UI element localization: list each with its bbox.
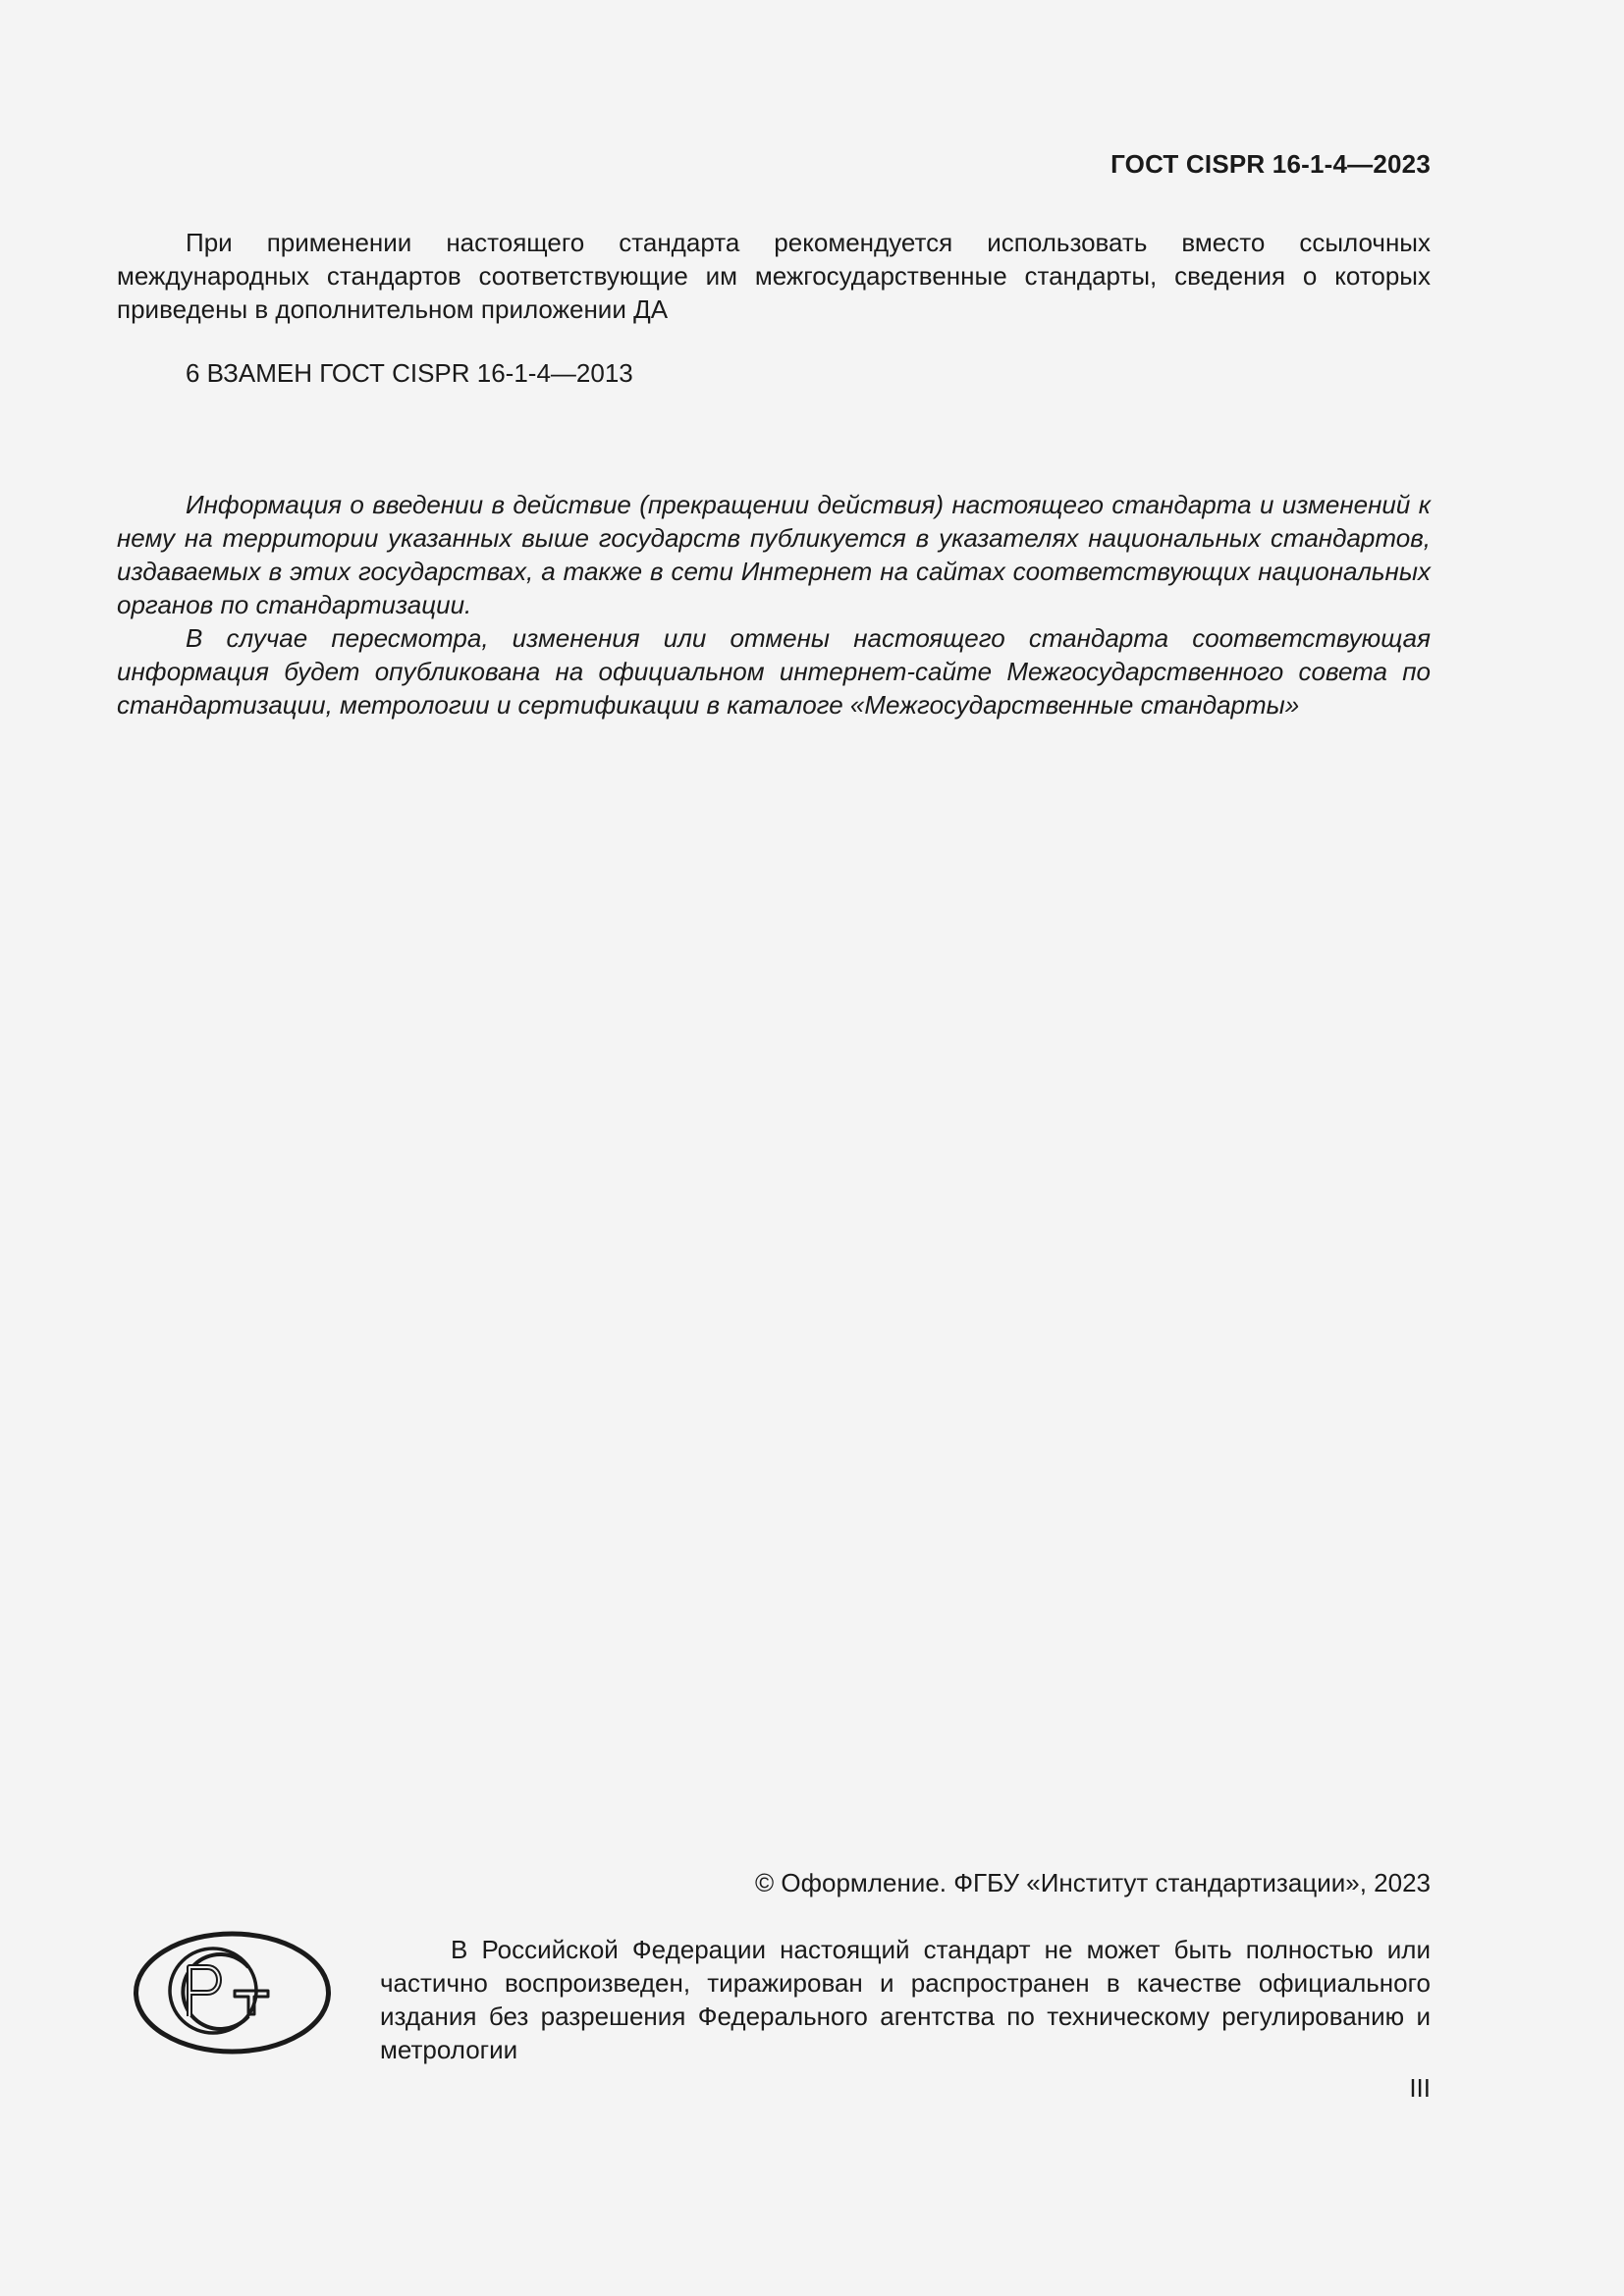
reference-standards-note xyxy=(117,226,1431,326)
item-6-replacement: 6 ВЗАМЕН ГОСТ CISPR 16-1-4—2013 xyxy=(186,358,633,388)
copyright-line: © Оформление. ФГБУ «Институт стандартизации», 2023 xyxy=(755,1868,1431,1897)
rst-certification-mark-icon xyxy=(133,1930,332,2056)
document-code-header: ГОСТ CISPR 16-1-4—2023 xyxy=(1110,149,1431,179)
page-number: III xyxy=(1409,2073,1431,2103)
info-paragraph-publication: Информация о введении в действие (прекращении действия) настоящего стандарта и изменений к нему на территории указанных выше государств публикуется в указателях национальных стандартов, издаваемых в этих государствах, а также в сети Интернет на сайтах соответствующих национальных органов по стандартизации. xyxy=(117,490,1431,619)
reproduction-rights-notice xyxy=(380,1933,1431,2066)
info-notice xyxy=(117,488,1431,721)
info-paragraph-revision: В случае пересмотра, изменения или отмены настоящего стандарта соответствующая информация будет опубликована на официальном интернет-сайте Межгосударственного совета по стандартизации, метрологии и сертификации в каталоге «Межгосударственные стандарты» xyxy=(117,623,1431,720)
replacement-note xyxy=(117,356,1431,390)
rights-text: В Российской Федерации настоящий стандарт не может быть полностью или частично воспроизведен, тиражирован и распространен в качестве официального издания без разрешения Федерального агентства по техническому регулированию и метрологии xyxy=(380,1935,1431,2064)
paragraph-reference-standards: При применении настоящего стандарта рекомендуется использовать вместо ссылочных международных стандартов соответствующие им межгосударственные стандарты, сведения о которых приведены в дополнительном приложении ДА xyxy=(117,228,1431,324)
